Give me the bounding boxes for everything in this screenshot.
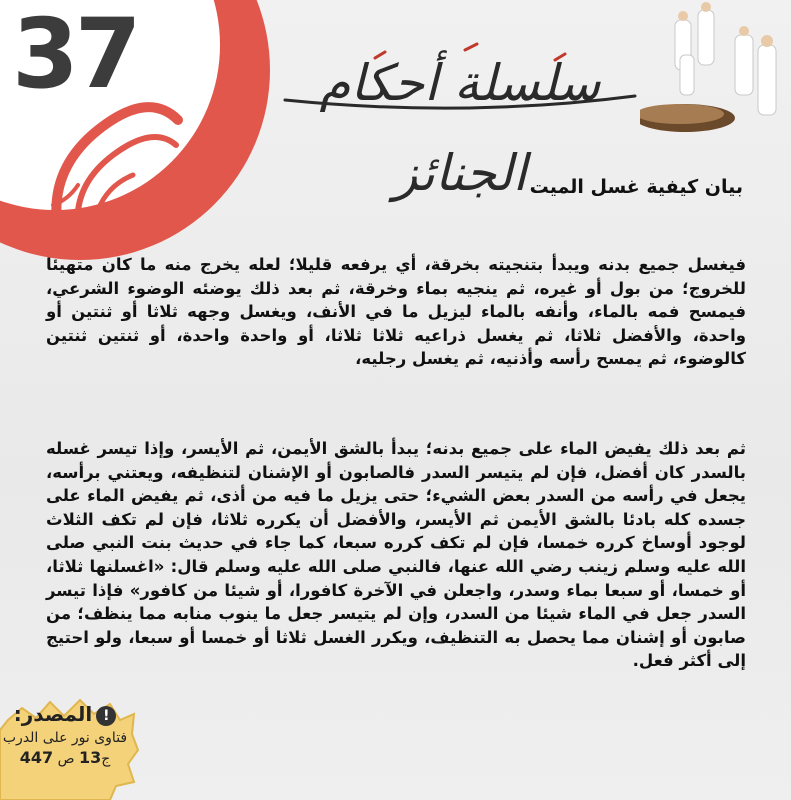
source-book: فتاوى نور على الدرب (2, 730, 128, 746)
source-label: المصدر: (13, 702, 93, 726)
calligraphy-signature-logo (38, 90, 188, 240)
source-text (0, 700, 130, 769)
source-volume-prefix: ج (101, 751, 111, 767)
series-title-text: سلسلة أحكام الجنائز (319, 54, 601, 202)
section-heading: بيان كيفية غسل الميت (529, 176, 743, 198)
body-paragraph-2: ثم بعد ذلك يفيض الماء على جميع بدنه؛ يبدأ بالشق الأيمن، ثم الأيسر، وإذا تيسر غسله بالسدر كان أفضل، فإن لم يتيسر السدر فالصابون أو الإشنان لتنظيفه، ويعتني برأسه، يجعل في رأسه من السدر بعض الشيء؛ حتى يزيل ما فيه من أذى، ثم يفيض الماء على جسده كله بادئا بالشق الأيمن ثم الأيسر، والأفضل أن يكرره ثلاثا، فإن لم تكف الثلاث لوجود أوساخ كرره خمسا، فإن لم تكف كرره سبعا، كما جاء في حديث بنت النبي صلى الله عليه وسلم زينب رضي الله عنها، فالنبي صلى الله عليه وسلم قال: «اغسلنها ثلاثا، أو خمسا، أو سبعا بماء وسدر، واجعلن في الآخرة كافورا، أو شيئا من كافور» فإذا تيسر السدر جعل في الماء شيئا من السدر، وإن لم يتيسر جعل ما ينوب منابه مما ينظف؛ من صابون أو إشنان مما يحصل به التنظيف، ويكرر الغسل ثلاثا أو خمسا أو سبعا، ولو احتيج إلى أكثر فعل. (46, 439, 746, 671)
source-reference (0, 748, 130, 769)
info-icon: ! (96, 706, 116, 726)
funeral-illustration (640, 0, 791, 140)
source-page: 447 (19, 748, 54, 767)
source-volume: 13 (78, 748, 102, 767)
episode-number: 37 (12, 0, 138, 110)
source-page-prefix: ص (57, 751, 75, 767)
body-paragraph-1: فيغسل جميع بدنه ويبدأ بتنجيته بخرقة، أي يرفعه قليلا؛ لعله يخرج منه ما كان متهيئا للخروج؛ من بول أو غيره، ثم ينجيه بماء وخرقة، ثم بعد ذلك يوضئه الوضوء الشرعي، فيمسح فمه بالماء، وأنفه بالماء ليزيل ما في الأنف، ويغسل وجهه ثلاثا أو ثنتين أو واحدة، والأفضل ثلاثا، ثم يغسل ذراعيه ثلاثا ثلاثا، أو واحدة واحدة، أو ثنتين ثنتين كالوضوء، ثم يمسح رأسه وأذنيه، ثم يغسل رجليه، (46, 255, 746, 369)
